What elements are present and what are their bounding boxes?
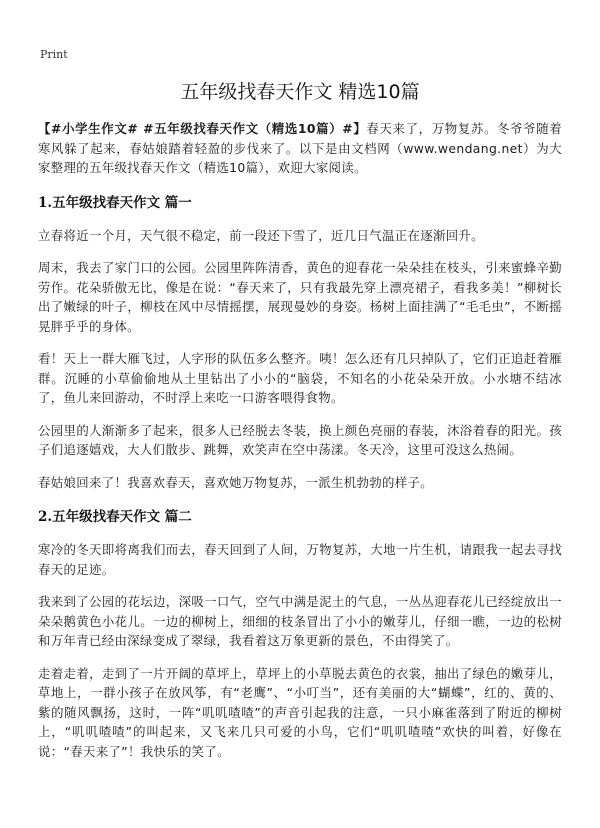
- section-1-paragraph: 公园里的人渐渐多了起来，很多人已经脱去冬装，换上颜色亮丽的春装，沐浴着春的阳光。孩子们追逐嬉戏，大人们散步、跳舞，欢笑声在空中荡漾。冬天冷，这里可没这么热闹。: [38, 422, 562, 457]
- section-2-paragraph: 走着走着，走到了一片开阔的草坪上，草坪上的小草脱去黄色的衣裳，抽出了绿色的嫩芽儿，草地上，一群小孩子在放风筝，有“老鹰”、“小叮当”，还有美丽的大“蝴蝶”，红的、黄的、紫的随风飘扬，这时，一阵“叽叽喳喳”的声音引起我的注意，一只小麻雀落到了附近的柳树上，“叽叽喳喳”的叫起来，又飞来几只可爱的小鸟，它们“叽叽喳喳”欢快的叫着，好像在说：“春天来了”！我快乐的笑了。: [38, 665, 562, 759]
- section-2-paragraph: 寒冷的冬天即将离我们而去，春天回到了人间，万物复苏，大地一片生机，请跟我一起去寻找春天的足迹。: [38, 542, 562, 577]
- section-1-paragraph: 春姑娘回来了！我喜欢春天，喜欢她万物复苏，一派生机勃勃的样子。: [38, 474, 433, 490]
- intro-text: 春天来了，万物复苏。冬爷爷随着寒风躲了起来，春姑娘踏着轻盈的步伐来了。以下是由文档网（: [38, 121, 562, 156]
- intro-tag: 【#小学生作文# #五年级找春天作文（精选10篇）#】: [38, 121, 367, 136]
- section-1-paragraph: 周末，我去了家门口的公园。公园里阵阵清香，黄色的迎春花一朵朵挂在枝头，引来蜜蜂辛勤劳作。花朵骄傲无比，像是在说：“春天来了，只有我最先穿上漂亮裙子，看我多美！”柳树长出了嫩绿的叶子，柳枝在风中尽情摇摆，展现曼妙的身姿。杨树上面挂满了“毛毛虫”，不断摇晃胖乎乎的身体。: [38, 260, 562, 334]
- page-title: 五年级找春天作文 精选10篇: [180, 81, 420, 103]
- intro-paragraph: [38, 119, 562, 178]
- section-1-paragraph: 立春将近一个月，天气很不稳定，前一段还下雪了，近几日气温正在逐渐回升。: [38, 227, 484, 243]
- source-link[interactable]: www.wendang.net: [403, 140, 523, 156]
- article-body: [38, 119, 562, 761]
- section-heading-1: 1.五年级找春天作文 篇一: [38, 194, 192, 211]
- section-2-paragraph: 我来到了公园的花坛边，深吸一口气，空气中满是泥土的气息，一丛丛迎春花儿已经绽放出一朵朵鹅黄色小花儿。一边的柳树上，细细的枝条冒出了小小的嫩芽儿，仔细一瞧，一边的松树和万年青已经由深绿变成了翠绿，我看着这万象更新的景色，不由得笑了。: [38, 594, 562, 648]
- section-1-paragraph: 看！天上一群大雁飞过，人字形的队伍多么整齐。咦！怎么还有几只掉队了，它们正追赶着雁群。沉睡的小草偷偷地从土里钻出了小小的“脑袋，不知名的小花朵朵开放。小水塘不结冰了，鱼儿来回游动，不时浮上来吃一口游客喂得食物。: [38, 351, 562, 405]
- section-heading-2: 2.五年级找春天作文 篇二: [38, 509, 192, 525]
- intro-text-end: ）为大家整理的五年级找春天作文（精选10篇），欢迎大家阅读。: [38, 140, 562, 175]
- print-label[interactable]: Print: [40, 48, 68, 61]
